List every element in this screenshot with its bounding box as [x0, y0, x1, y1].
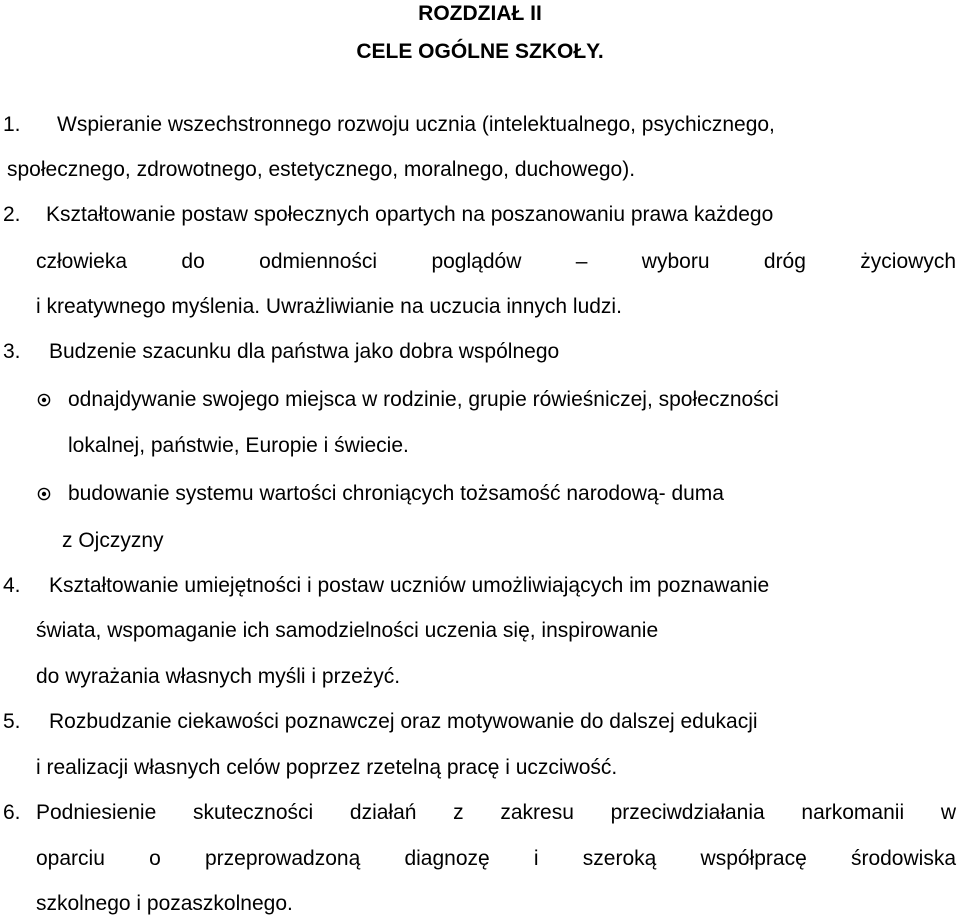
item-text-line: człowieka do odmienności poglądów – wyboru dróg życiowych [36, 250, 956, 273]
item-number: 1. [3, 113, 21, 136]
item-text-line: Kształtowanie postaw społecznych opartych na poszanowaniu prawa każdego [46, 203, 774, 226]
item-text-line: i kreatywnego myślenia. Uwrażliwianie na uczucia innych ludzi. [36, 295, 622, 318]
item-text-line: Podniesienie skuteczności działań z zakresu przeciwdziałania narkomanii w [36, 801, 956, 824]
item-text-line: do wyrażania własnych myśli i przeżyć. [36, 665, 401, 688]
item-number: 6. [3, 801, 21, 824]
item-text-line: i realizacji własnych celów poprzez rzetelną pracę i uczciwość. [36, 756, 618, 779]
item-number: 3. [3, 340, 21, 363]
item-text-line: oparciu o przeprowadzoną diagnozę i szeroką współpracę środowiska [36, 847, 956, 870]
item-text-line: społecznego, zdrowotnego, estetycznego, moralnego, duchowego). [7, 158, 636, 181]
item-number: 4. [3, 574, 21, 597]
bullet-text-line: lokalnej, państwie, Europie i świecie. [68, 434, 409, 457]
bullet-text-line: z Ojczyzny [62, 529, 164, 552]
bullet-text-line: odnajdywanie swojego miejsca w rodzinie, grupie rówieśniczej, społeczności [68, 388, 779, 411]
item-text-line: Rozbudzanie ciekawości poznawczej oraz motywowanie do dalszej edukacji [49, 710, 758, 733]
item-text-line: szkolnego i pozaszkolnego. [36, 892, 293, 915]
item-text-line: Wspieranie wszechstronnego rozwoju ucznia (intelektualnego, psychicznego, [57, 113, 775, 136]
item-text-line: Kształtowanie umiejętności i postaw uczniów umożliwiających im poznawanie [49, 574, 770, 597]
bullet-icon [37, 393, 51, 407]
item-text-line: Budzenie szacunku dla państwa jako dobra wspólnego [49, 340, 560, 363]
item-number: 2. [3, 203, 21, 226]
item-number: 5. [3, 710, 21, 733]
chapter-subheading: CELE OGÓLNE SZKOŁY. [356, 40, 604, 63]
bullet-text-line: budowanie systemu wartości chroniących tożsamość narodową- duma [68, 482, 724, 505]
item-text-line: świata, wspomaganie ich samodzielności uczenia się, inspirowanie [36, 619, 659, 642]
chapter-heading: ROZDZIAŁ II [418, 2, 542, 25]
bullet-icon [37, 487, 51, 501]
